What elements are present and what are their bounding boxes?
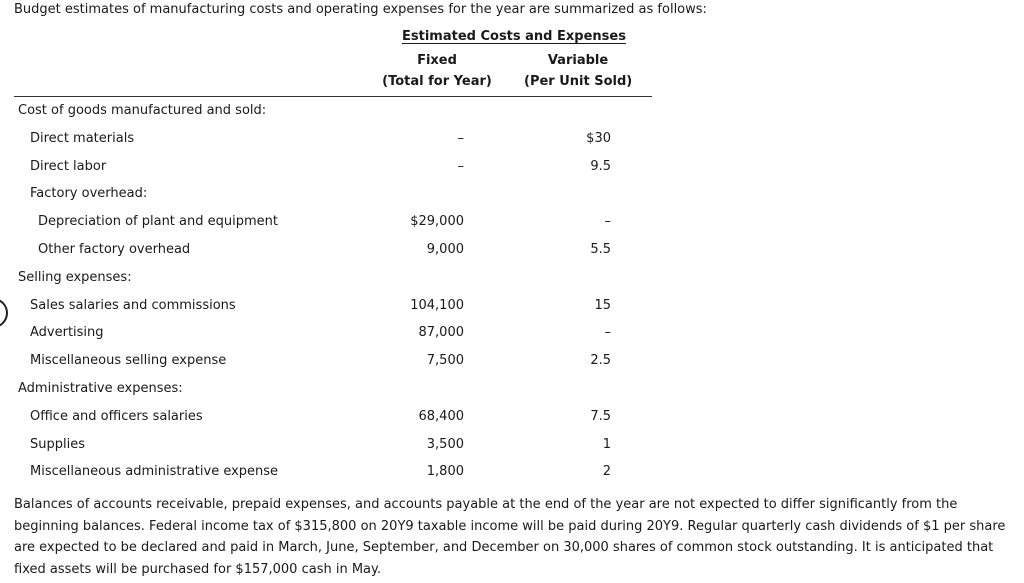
fixed-value: 87,000: [418, 325, 464, 340]
fixed-value: –: [457, 159, 464, 174]
table-row: [0, 464, 660, 484]
table-row: [0, 298, 660, 318]
fixed-value: 3,500: [426, 437, 464, 452]
table-row: [0, 381, 660, 401]
variable-value: 2.5: [590, 353, 611, 368]
variable-value: 7.5: [590, 409, 611, 424]
table-row: [0, 353, 660, 373]
row-label: Factory overhead:: [30, 186, 148, 201]
table-row: [0, 270, 660, 290]
table-row: [0, 325, 660, 345]
intro-text: Budget estimates of manufacturing costs and operating expenses for the year are summarized as follows:: [14, 2, 707, 17]
row-label: Depreciation of plant and equipment: [38, 214, 278, 229]
variable-value: 1: [602, 437, 611, 452]
row-label: Other factory overhead: [38, 242, 191, 257]
table-row: [0, 131, 660, 151]
table-row: [0, 103, 660, 123]
row-label: Direct materials: [30, 131, 135, 146]
notes-paragraph: Balances of accounts receivable, prepaid expenses, and accounts payable at the end of the year are not expected to differ significantly from the beginning balances. Federal income tax of $315,800 on 20Y9 taxable income will be paid during 20Y9. Regular quarterly cash dividends of $1 per share are expected to be declared and paid in March, June, September, and December on 30,000 shares of common stock outstanding. It is anticipated that fixed assets will be purchased for $157,000 cash in May.: [14, 497, 1006, 577]
variable-value: 5.5: [590, 242, 611, 257]
table-row: [0, 159, 660, 179]
fixed-column-header: Fixed: [417, 53, 457, 68]
table-row: [0, 186, 660, 206]
fixed-column-subheader: (Total for Year): [382, 74, 492, 89]
fixed-value: 68,400: [418, 409, 464, 424]
variable-value: 2: [602, 464, 611, 479]
row-label: Miscellaneous selling expense: [30, 353, 227, 368]
fixed-value: 9,000: [426, 242, 464, 257]
row-label: Cost of goods manufactured and sold:: [18, 103, 267, 118]
row-label: Sales salaries and commissions: [30, 298, 236, 313]
variable-value: –: [604, 325, 611, 340]
table-row: [0, 409, 660, 429]
fixed-value: –: [457, 131, 464, 146]
row-label: Office and officers salaries: [30, 409, 203, 424]
variable-column-subheader: (Per Unit Sold): [524, 74, 633, 89]
row-label: Advertising: [30, 325, 104, 340]
variable-column-header: Variable: [547, 53, 609, 68]
table-row: [0, 437, 660, 457]
variable-value: 15: [594, 298, 611, 313]
fixed-value: $29,000: [410, 214, 464, 229]
row-label: Selling expenses:: [18, 270, 132, 285]
row-label: Administrative expenses:: [18, 381, 183, 396]
fixed-value: 7,500: [426, 353, 464, 368]
variable-value: –: [604, 214, 611, 229]
table-title: Estimated Costs and Expenses: [402, 29, 626, 44]
header-rule: [14, 96, 652, 97]
variable-value: 9.5: [590, 159, 611, 174]
row-label: Direct labor: [30, 159, 107, 174]
row-label: Miscellaneous administrative expense: [30, 464, 279, 479]
row-label: Supplies: [30, 437, 85, 452]
table-row: [0, 242, 660, 262]
fixed-value: 1,800: [426, 464, 464, 479]
table-row: [0, 214, 660, 234]
variable-value: $30: [586, 131, 611, 146]
fixed-value: 104,100: [410, 298, 464, 313]
